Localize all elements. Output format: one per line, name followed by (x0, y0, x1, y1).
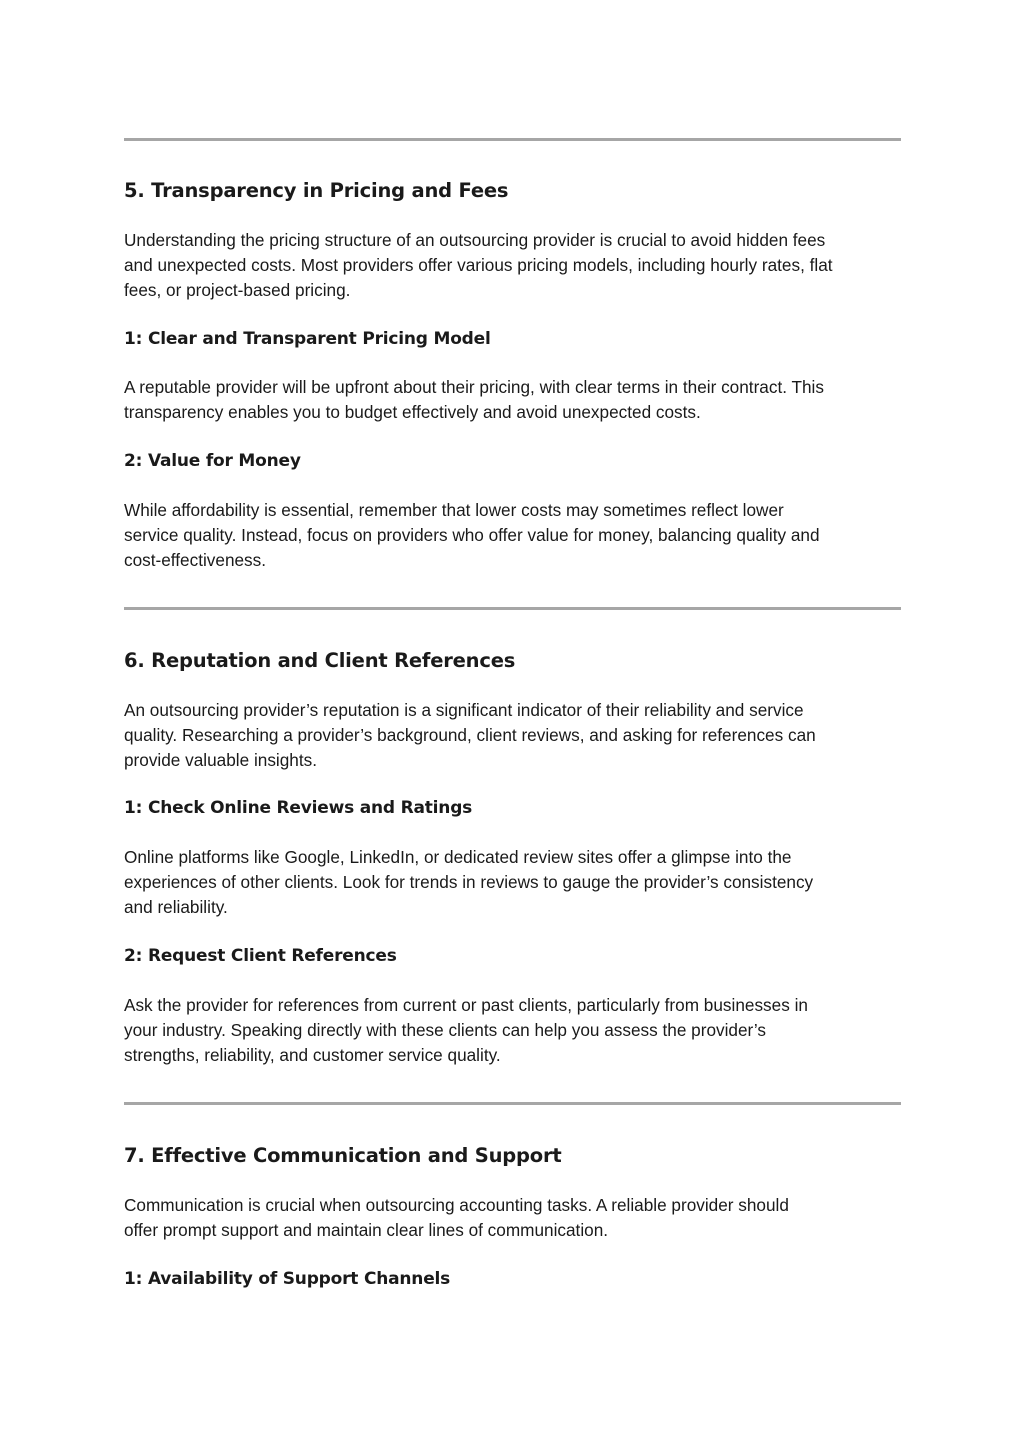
text-line: provide valuable insights. (124, 750, 317, 770)
text-line: and reliability. (124, 897, 228, 917)
subsection-title: 1: Clear and Transparent Pricing Model (124, 329, 491, 349)
section-divider (124, 607, 901, 610)
subsection-title: 2: Request Client References (124, 946, 397, 966)
section-intro (124, 1193, 902, 1243)
text-line: experiences of other clients. Look for trends in reviews to gauge the provider’s consistency (124, 872, 814, 892)
subsection-body (124, 993, 902, 1068)
text-line: Online platforms like Google, LinkedIn, or dedicated review sites offer a glimpse into the (124, 847, 792, 867)
text-line: your industry. Speaking directly with these clients can help you assess the provider’s (124, 1020, 766, 1040)
subsection-title: 1: Availability of Support Channels (124, 1269, 451, 1289)
text-line: transparency enables you to budget effectively and avoid unexpected costs. (124, 402, 701, 422)
text-line: fees, or project-based pricing. (124, 280, 351, 300)
text-line: and unexpected costs. Most providers offer various pricing models, including hourly rates, flat (124, 255, 833, 275)
text-line: offer prompt support and maintain clear lines of communication. (124, 1220, 609, 1240)
subsection-body (124, 498, 902, 573)
text-line: An outsourcing provider’s reputation is a significant indicator of their reliability and service (124, 700, 804, 720)
text-line: cost-effectiveness. (124, 550, 267, 570)
section-intro (124, 228, 902, 303)
section-title: 6. Reputation and Client References (124, 649, 516, 672)
subsection-body (124, 845, 902, 920)
text-line: quality. Researching a provider’s background, client reviews, and asking for references can (124, 725, 816, 745)
text-line: Ask the provider for references from current or past clients, particularly from businesses in (124, 995, 808, 1015)
text-line: strengths, reliability, and customer service quality. (124, 1045, 501, 1065)
text-line: service quality. Instead, focus on providers who offer value for money, balancing quality and (124, 525, 820, 545)
text-line: Understanding the pricing structure of an outsourcing provider is crucial to avoid hidden fees (124, 230, 826, 250)
section-divider (124, 1102, 901, 1105)
text-line: While affordability is essential, remember that lower costs may sometimes reflect lower (124, 500, 784, 520)
subsection-title: 2: Value for Money (124, 451, 301, 471)
section-intro (124, 698, 902, 773)
subsection-title: 1: Check Online Reviews and Ratings (124, 798, 473, 818)
text-line: A reputable provider will be upfront about their pricing, with clear terms in their contract. This (124, 377, 824, 397)
section-title: 5. Transparency in Pricing and Fees (124, 179, 509, 202)
text-line: Communication is crucial when outsourcing accounting tasks. A reliable provider should (124, 1195, 789, 1215)
section-divider (124, 138, 901, 141)
subsection-body (124, 375, 902, 425)
section-title: 7. Effective Communication and Support (124, 1144, 562, 1167)
